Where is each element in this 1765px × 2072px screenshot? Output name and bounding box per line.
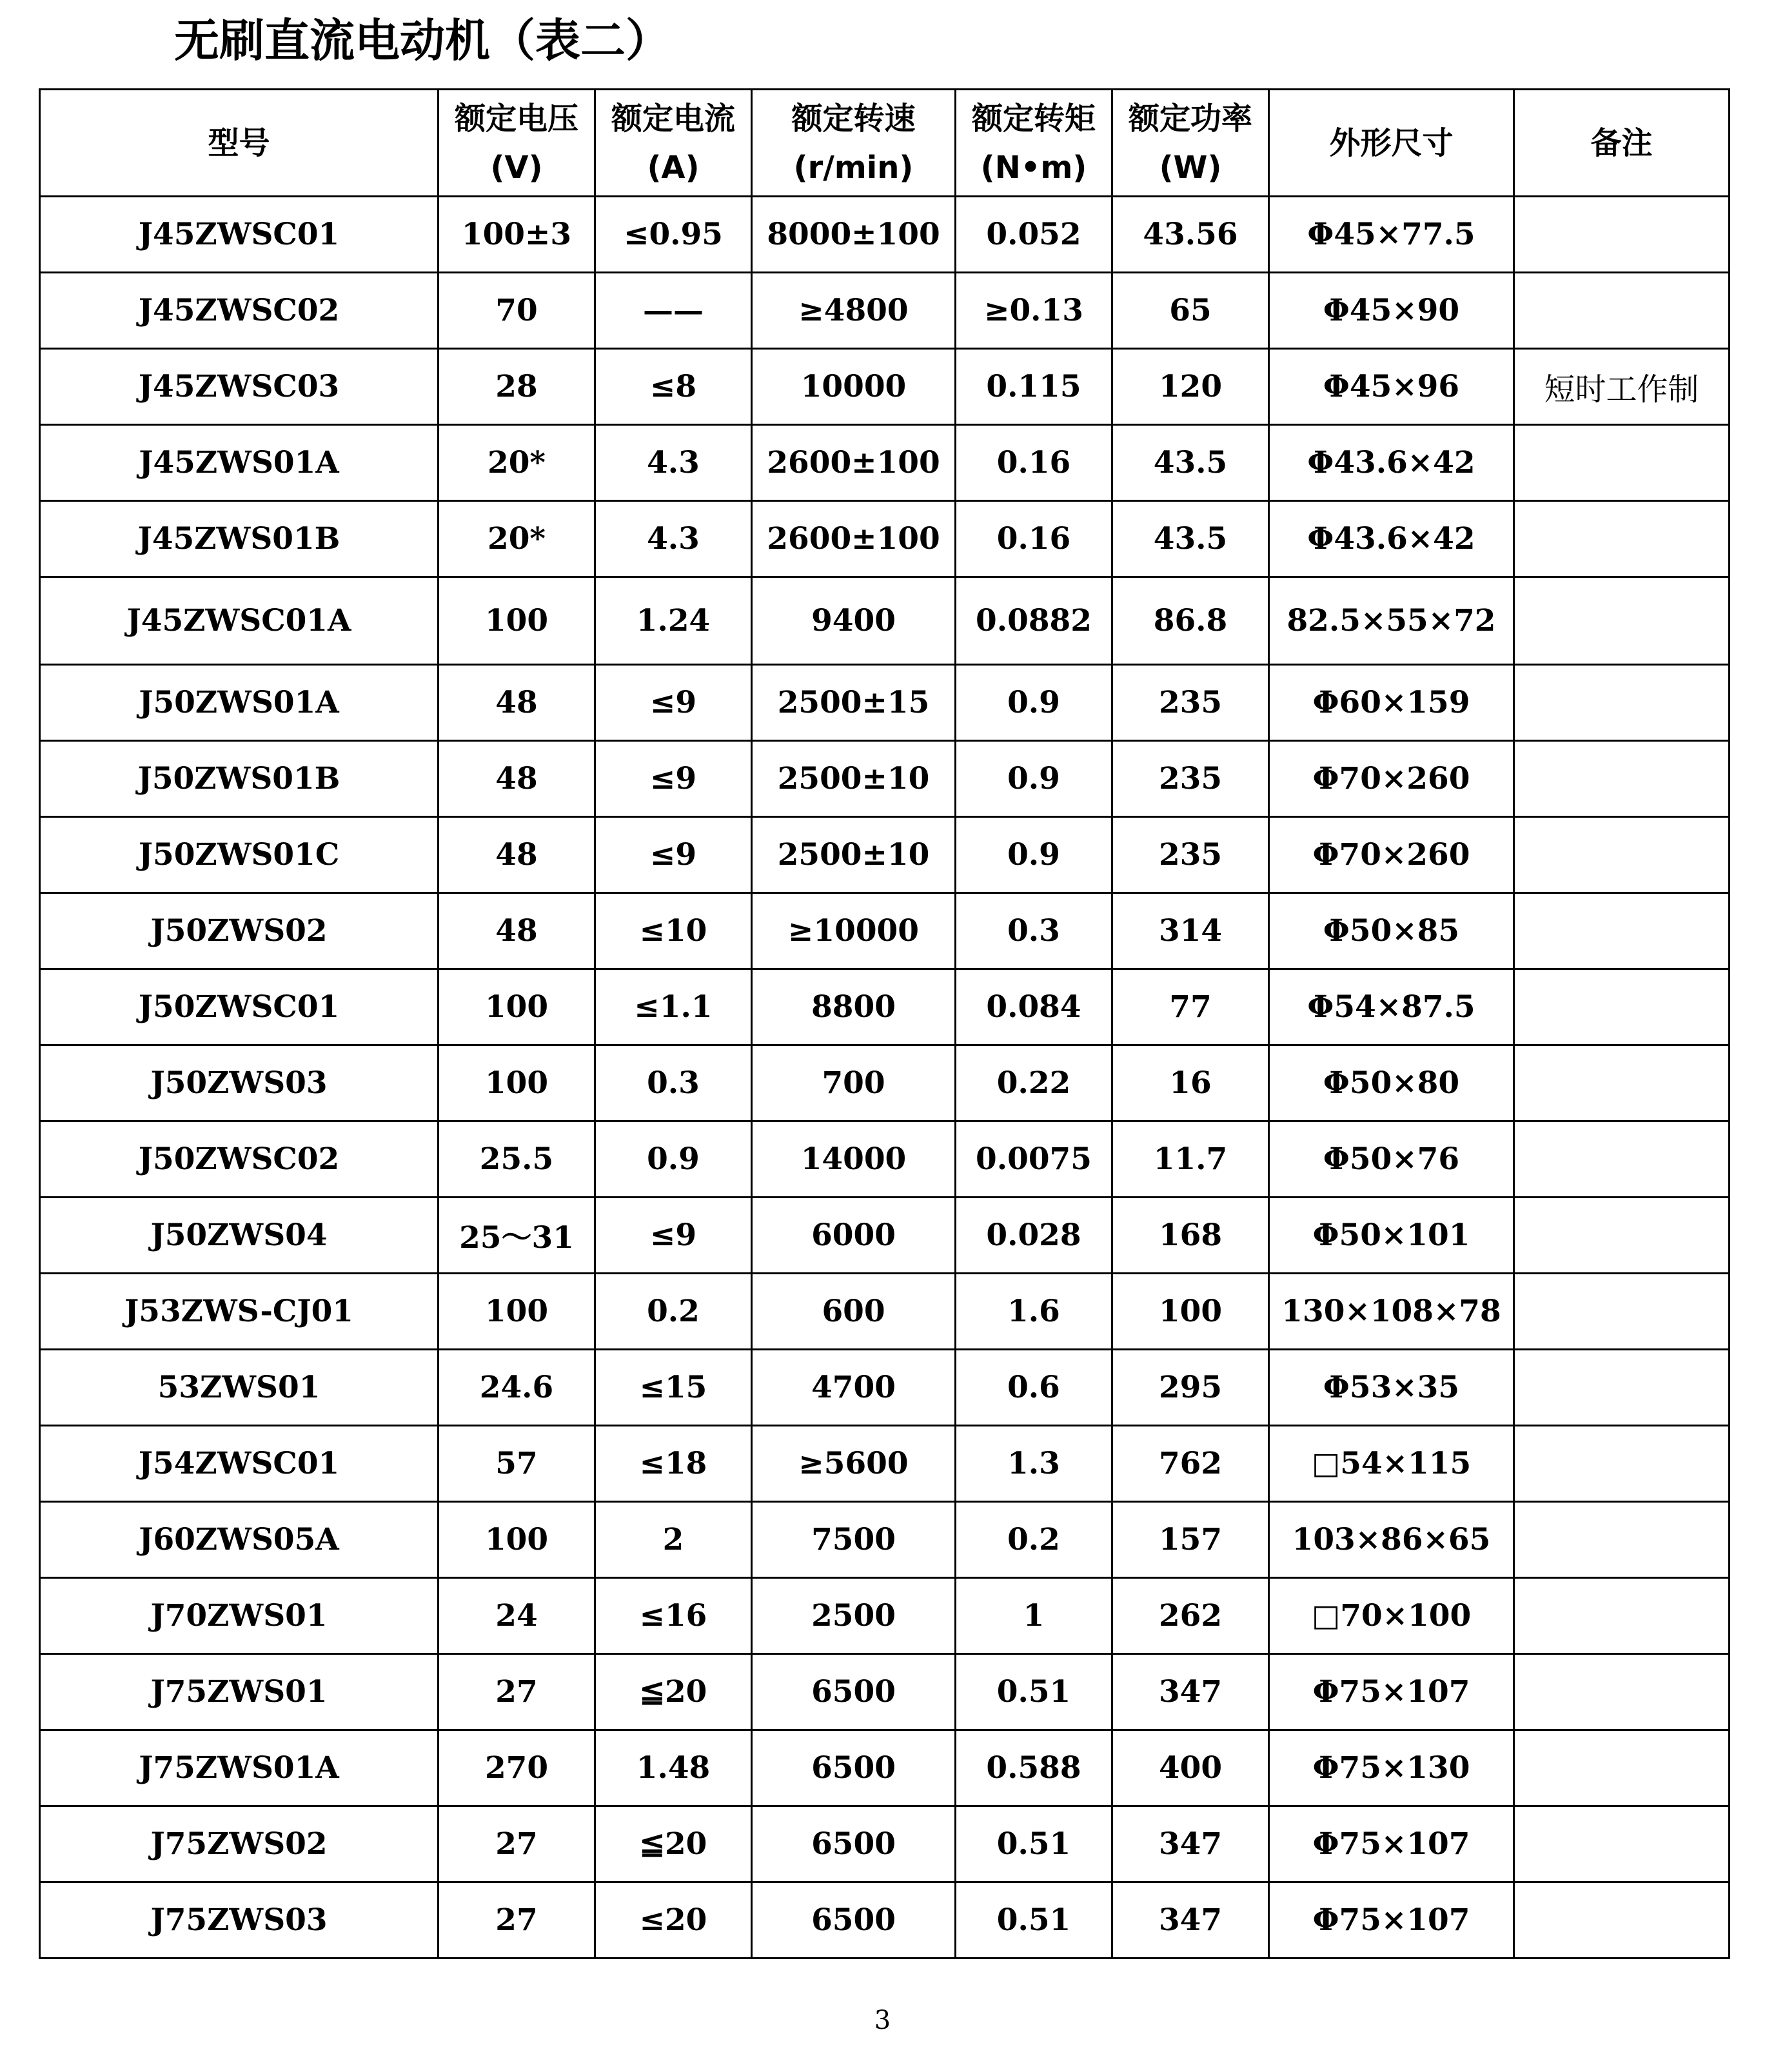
cell-speed: 2500±15 <box>752 665 956 741</box>
cell-size: Φ45×96 <box>1269 349 1514 425</box>
cell-speed: 6500 <box>752 1654 956 1730</box>
cell-note: 短时工作制 <box>1514 349 1730 425</box>
cell-note <box>1514 969 1730 1045</box>
cell-size: Φ75×107 <box>1269 1654 1514 1730</box>
cell-model: J50ZWS01B <box>40 741 439 817</box>
table-row <box>40 893 1730 969</box>
cell-model: J70ZWS01 <box>40 1578 439 1654</box>
cell-torque: 0.052 <box>956 197 1112 273</box>
cell-note <box>1514 741 1730 817</box>
cell-voltage: 70 <box>439 273 595 349</box>
cell-model: J45ZWSC02 <box>40 273 439 349</box>
cell-size: Φ50×76 <box>1269 1121 1514 1198</box>
column-header-speed <box>752 90 956 197</box>
cell-current: ≤15 <box>595 1350 752 1426</box>
cell-power: 168 <box>1112 1198 1269 1274</box>
cell-model: J45ZWSC01 <box>40 197 439 273</box>
cell-model: J75ZWS02 <box>40 1806 439 1882</box>
cell-size: Φ50×80 <box>1269 1045 1514 1121</box>
cell-note <box>1514 1654 1730 1730</box>
cell-note <box>1514 1578 1730 1654</box>
column-header-current <box>595 90 752 197</box>
cell-note <box>1514 1502 1730 1578</box>
cell-power: 235 <box>1112 741 1269 817</box>
cell-current: 1.24 <box>595 577 752 665</box>
cell-speed: ≥5600 <box>752 1426 956 1502</box>
cell-size: □54×115 <box>1269 1426 1514 1502</box>
cell-note <box>1514 425 1730 501</box>
table-row <box>40 1121 1730 1198</box>
cell-size: Φ75×130 <box>1269 1730 1514 1806</box>
cell-note <box>1514 893 1730 969</box>
cell-speed: 2600±100 <box>752 425 956 501</box>
cell-voltage: 57 <box>439 1426 595 1502</box>
cell-speed: 600 <box>752 1274 956 1350</box>
cell-torque: 1 <box>956 1578 1112 1654</box>
page-title: 无刷直流电动机（表二） <box>174 14 671 67</box>
column-header-model <box>40 90 439 197</box>
cell-speed: 4700 <box>752 1350 956 1426</box>
cell-voltage: 100 <box>439 969 595 1045</box>
table-header-row <box>40 90 1730 197</box>
cell-torque: 0.028 <box>956 1198 1112 1274</box>
table-row <box>40 1730 1730 1806</box>
cell-speed: 7500 <box>752 1502 956 1578</box>
cell-torque: 0.22 <box>956 1045 1112 1121</box>
column-header-note <box>1514 90 1730 197</box>
cell-speed: 2500±10 <box>752 817 956 893</box>
cell-speed: ≥10000 <box>752 893 956 969</box>
cell-size: Φ70×260 <box>1269 817 1514 893</box>
cell-torque: 1.3 <box>956 1426 1112 1502</box>
cell-voltage: 100±3 <box>439 197 595 273</box>
cell-model: J50ZWSC02 <box>40 1121 439 1198</box>
cell-torque: 0.9 <box>956 741 1112 817</box>
cell-voltage: 270 <box>439 1730 595 1806</box>
cell-size: □70×100 <box>1269 1578 1514 1654</box>
cell-torque: 0.16 <box>956 425 1112 501</box>
cell-speed: 6500 <box>752 1730 956 1806</box>
cell-power: 235 <box>1112 665 1269 741</box>
cell-current: 4.3 <box>595 501 752 577</box>
table-row <box>40 1274 1730 1350</box>
cell-voltage: 100 <box>439 1502 595 1578</box>
cell-torque: 0.115 <box>956 349 1112 425</box>
cell-note <box>1514 197 1730 273</box>
table-row <box>40 1198 1730 1274</box>
cell-current: ≦20 <box>595 1654 752 1730</box>
cell-current: 1.48 <box>595 1730 752 1806</box>
cell-current: 0.3 <box>595 1045 752 1121</box>
cell-power: 11.7 <box>1112 1121 1269 1198</box>
table-row <box>40 1806 1730 1882</box>
cell-power: 157 <box>1112 1502 1269 1578</box>
table-row <box>40 1350 1730 1426</box>
cell-torque: 0.6 <box>956 1350 1112 1426</box>
column-header-label: 额定功率 <box>1128 100 1252 137</box>
cell-voltage: 25.5 <box>439 1121 595 1198</box>
cell-speed: 700 <box>752 1045 956 1121</box>
column-header-unit: (V) <box>490 149 543 186</box>
cell-power: 65 <box>1112 273 1269 349</box>
column-header-label: 额定电压 <box>454 100 578 137</box>
cell-current: 4.3 <box>595 425 752 501</box>
cell-torque: 0.2 <box>956 1502 1112 1578</box>
cell-size: Φ75×107 <box>1269 1806 1514 1882</box>
cell-model: J75ZWS01A <box>40 1730 439 1806</box>
table-row <box>40 1502 1730 1578</box>
table-row <box>40 577 1730 665</box>
cell-current: ≤9 <box>595 817 752 893</box>
cell-model: J54ZWSC01 <box>40 1426 439 1502</box>
cell-voltage: 48 <box>439 817 595 893</box>
cell-size: Φ43.6×42 <box>1269 501 1514 577</box>
table-row <box>40 1882 1730 1959</box>
cell-voltage: 24 <box>439 1578 595 1654</box>
table-row <box>40 501 1730 577</box>
cell-current: 0.2 <box>595 1274 752 1350</box>
cell-power: 16 <box>1112 1045 1269 1121</box>
cell-model: J45ZWS01A <box>40 425 439 501</box>
column-header-unit: (W) <box>1159 149 1222 186</box>
cell-note <box>1514 1121 1730 1198</box>
cell-size: Φ53×35 <box>1269 1350 1514 1426</box>
cell-torque: 0.9 <box>956 817 1112 893</box>
column-header-torque <box>956 90 1112 197</box>
table-row <box>40 741 1730 817</box>
cell-power: 43.56 <box>1112 197 1269 273</box>
cell-note <box>1514 1274 1730 1350</box>
column-header-unit: (A) <box>647 149 700 186</box>
cell-current: ≤8 <box>595 349 752 425</box>
cell-torque: ≥0.13 <box>956 273 1112 349</box>
cell-current: ≤18 <box>595 1426 752 1502</box>
cell-current: —— <box>595 273 752 349</box>
cell-power: 43.5 <box>1112 425 1269 501</box>
cell-note <box>1514 1806 1730 1882</box>
cell-size: Φ50×101 <box>1269 1198 1514 1274</box>
cell-model: J50ZWS03 <box>40 1045 439 1121</box>
cell-voltage: 48 <box>439 893 595 969</box>
cell-note <box>1514 501 1730 577</box>
cell-voltage: 100 <box>439 1274 595 1350</box>
cell-note <box>1514 1350 1730 1426</box>
cell-current: ≦20 <box>595 1806 752 1882</box>
cell-note <box>1514 577 1730 665</box>
cell-voltage: 24.6 <box>439 1350 595 1426</box>
motor-spec-table <box>39 88 1730 1959</box>
table-row <box>40 1045 1730 1121</box>
cell-power: 120 <box>1112 349 1269 425</box>
cell-speed: 2500±10 <box>752 741 956 817</box>
cell-voltage: 20* <box>439 501 595 577</box>
cell-torque: 0.51 <box>956 1806 1112 1882</box>
cell-model: J60ZWS05A <box>40 1502 439 1578</box>
column-header-label: 外形尺寸 <box>1329 124 1454 161</box>
cell-note <box>1514 1730 1730 1806</box>
cell-voltage: 20* <box>439 425 595 501</box>
cell-speed: 14000 <box>752 1121 956 1198</box>
cell-note <box>1514 1426 1730 1502</box>
cell-current: ≤20 <box>595 1882 752 1959</box>
column-header-unit: (N•m) <box>980 149 1087 186</box>
cell-torque: 0.51 <box>956 1654 1112 1730</box>
cell-size: Φ60×159 <box>1269 665 1514 741</box>
table-row <box>40 425 1730 501</box>
cell-size: 130×108×78 <box>1269 1274 1514 1350</box>
cell-size: Φ75×107 <box>1269 1882 1514 1959</box>
column-header-label: 额定转速 <box>791 100 916 137</box>
cell-size: Φ70×260 <box>1269 741 1514 817</box>
cell-current: ≤9 <box>595 741 752 817</box>
cell-model: 53ZWS01 <box>40 1350 439 1426</box>
cell-speed: 2500 <box>752 1578 956 1654</box>
cell-power: 314 <box>1112 893 1269 969</box>
cell-speed: 6000 <box>752 1198 956 1274</box>
cell-power: 400 <box>1112 1730 1269 1806</box>
cell-torque: 0.16 <box>956 501 1112 577</box>
cell-voltage: 48 <box>439 741 595 817</box>
cell-current: ≤9 <box>595 665 752 741</box>
cell-size: Φ45×90 <box>1269 273 1514 349</box>
cell-model: J45ZWSC03 <box>40 349 439 425</box>
cell-power: 347 <box>1112 1806 1269 1882</box>
cell-power: 77 <box>1112 969 1269 1045</box>
cell-power: 43.5 <box>1112 501 1269 577</box>
table-row <box>40 1578 1730 1654</box>
cell-current: 0.9 <box>595 1121 752 1198</box>
cell-model: J75ZWS03 <box>40 1882 439 1959</box>
table-row <box>40 349 1730 425</box>
table-row <box>40 1654 1730 1730</box>
table-row <box>40 197 1730 273</box>
cell-model: J50ZWS02 <box>40 893 439 969</box>
cell-torque: 0.51 <box>956 1882 1112 1959</box>
cell-model: J53ZWS-CJ01 <box>40 1274 439 1350</box>
column-header-label: 额定转矩 <box>971 100 1096 137</box>
cell-speed: 2600±100 <box>752 501 956 577</box>
cell-power: 295 <box>1112 1350 1269 1426</box>
column-header-size <box>1269 90 1514 197</box>
cell-torque: 0.084 <box>956 969 1112 1045</box>
column-header-voltage <box>439 90 595 197</box>
cell-power: 235 <box>1112 817 1269 893</box>
column-header-label: 额定电流 <box>611 100 735 137</box>
column-header-power <box>1112 90 1269 197</box>
cell-speed: 8800 <box>752 969 956 1045</box>
table-row <box>40 273 1730 349</box>
cell-power: 100 <box>1112 1274 1269 1350</box>
column-header-label: 型号 <box>208 124 270 161</box>
cell-torque: 0.0075 <box>956 1121 1112 1198</box>
table-row <box>40 665 1730 741</box>
cell-note <box>1514 1882 1730 1959</box>
cell-speed: 8000±100 <box>752 197 956 273</box>
cell-note <box>1514 665 1730 741</box>
cell-model: J50ZWS01C <box>40 817 439 893</box>
cell-voltage: 48 <box>439 665 595 741</box>
cell-voltage: 100 <box>439 1045 595 1121</box>
cell-note <box>1514 1045 1730 1121</box>
table-row <box>40 969 1730 1045</box>
cell-size: 103×86×65 <box>1269 1502 1514 1578</box>
column-header-label: 备注 <box>1590 124 1653 161</box>
cell-current: ≤9 <box>595 1198 752 1274</box>
cell-current: 2 <box>595 1502 752 1578</box>
table-row <box>40 817 1730 893</box>
cell-torque: 0.588 <box>956 1730 1112 1806</box>
cell-note <box>1514 817 1730 893</box>
cell-size: 82.5×55×72 <box>1269 577 1514 665</box>
cell-current: ≤10 <box>595 893 752 969</box>
cell-power: 262 <box>1112 1578 1269 1654</box>
cell-torque: 0.3 <box>956 893 1112 969</box>
cell-speed: 6500 <box>752 1806 956 1882</box>
cell-speed: 10000 <box>752 349 956 425</box>
cell-note <box>1514 273 1730 349</box>
cell-size: Φ54×87.5 <box>1269 969 1514 1045</box>
cell-power: 347 <box>1112 1654 1269 1730</box>
cell-voltage: 25～31 <box>439 1198 595 1274</box>
cell-size: Φ43.6×42 <box>1269 425 1514 501</box>
cell-speed: 6500 <box>752 1882 956 1959</box>
table-row <box>40 1426 1730 1502</box>
cell-current: ≤0.95 <box>595 197 752 273</box>
cell-current: ≤1.1 <box>595 969 752 1045</box>
cell-voltage: 27 <box>439 1654 595 1730</box>
cell-current: ≤16 <box>595 1578 752 1654</box>
cell-model: J50ZWSC01 <box>40 969 439 1045</box>
cell-power: 86.8 <box>1112 577 1269 665</box>
column-header-unit: (r/min) <box>793 149 914 186</box>
cell-model: J45ZWSC01A <box>40 577 439 665</box>
cell-power: 762 <box>1112 1426 1269 1502</box>
cell-note <box>1514 1198 1730 1274</box>
cell-model: J45ZWS01B <box>40 501 439 577</box>
cell-voltage: 28 <box>439 349 595 425</box>
cell-torque: 0.9 <box>956 665 1112 741</box>
cell-size: Φ50×85 <box>1269 893 1514 969</box>
cell-speed: 9400 <box>752 577 956 665</box>
cell-voltage: 27 <box>439 1806 595 1882</box>
page-number: 3 <box>874 2006 891 2035</box>
cell-voltage: 27 <box>439 1882 595 1959</box>
cell-voltage: 100 <box>439 577 595 665</box>
cell-torque: 0.0882 <box>956 577 1112 665</box>
cell-torque: 1.6 <box>956 1274 1112 1350</box>
cell-model: J50ZWS04 <box>40 1198 439 1274</box>
cell-speed: ≥4800 <box>752 273 956 349</box>
cell-model: J75ZWS01 <box>40 1654 439 1730</box>
cell-power: 347 <box>1112 1882 1269 1959</box>
cell-model: J50ZWS01A <box>40 665 439 741</box>
cell-size: Φ45×77.5 <box>1269 197 1514 273</box>
